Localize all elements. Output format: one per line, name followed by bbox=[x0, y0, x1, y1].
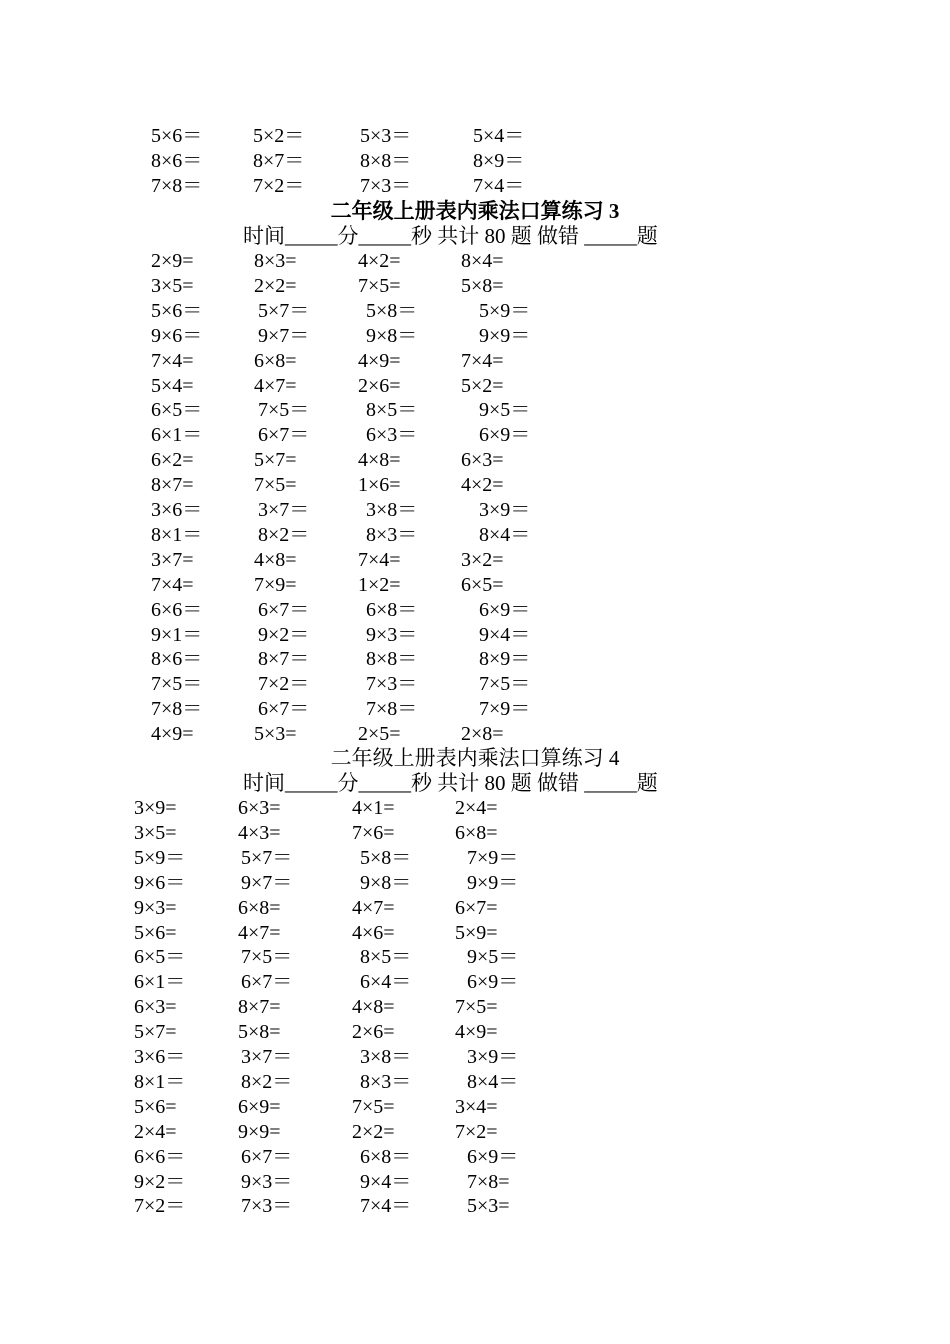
problem-cell: 7×2＝ bbox=[258, 673, 310, 696]
problem-cell: 7×3＝ bbox=[360, 175, 412, 197]
problem-cell: 1×2= bbox=[358, 573, 401, 596]
problem-cell: 7×5= bbox=[455, 996, 498, 1019]
problem-cell: 6×6＝ bbox=[151, 598, 203, 621]
problem-cell: 3×9＝ bbox=[479, 499, 531, 521]
problem-cell: 4×7= bbox=[254, 374, 297, 397]
problem-cell: 9×9= bbox=[238, 1120, 281, 1143]
problem-cell: 3×8＝ bbox=[360, 1046, 412, 1068]
problem-cell: 8×2＝ bbox=[241, 1070, 293, 1093]
problem-row bbox=[0, 945, 950, 970]
problem-cell: 8×9＝ bbox=[473, 150, 525, 172]
problem-cell: 5×6= bbox=[134, 1095, 177, 1118]
problem-cell: 8×7= bbox=[238, 996, 281, 1019]
problem-cell: 6×9＝ bbox=[479, 424, 531, 447]
problem-cell: 5×3= bbox=[254, 723, 297, 746]
problem-row bbox=[0, 448, 950, 473]
problem-cell: 9×8＝ bbox=[360, 871, 412, 894]
problem-cell: 5×7＝ bbox=[258, 299, 310, 322]
problem-cell: 6×8＝ bbox=[366, 598, 418, 621]
problem-cell: 3×7= bbox=[151, 548, 194, 571]
problem-cell: 9×4＝ bbox=[360, 1170, 412, 1193]
problem-cell: 5×2= bbox=[461, 374, 504, 397]
problem-cell: 7×9= bbox=[254, 573, 297, 596]
problem-cell: 8×8＝ bbox=[360, 150, 412, 172]
problem-cell: 6×3= bbox=[134, 996, 177, 1019]
problem-cell: 8×9＝ bbox=[479, 648, 531, 671]
section-4-title: 二年级上册表内乘法口算练习 4 bbox=[330, 746, 620, 770]
problem-cell: 8×3＝ bbox=[366, 523, 418, 546]
problem-cell: 3×9= bbox=[134, 797, 177, 819]
problem-cell: 5×2＝ bbox=[253, 125, 305, 147]
problem-cell: 5×7= bbox=[254, 449, 297, 472]
problem-cell: 6×3= bbox=[238, 797, 281, 819]
problem-row bbox=[0, 374, 950, 399]
problem-cell: 7×4= bbox=[358, 548, 401, 571]
problem-cell: 6×3= bbox=[461, 449, 504, 472]
problem-cell: 4×9= bbox=[358, 349, 401, 372]
problem-row bbox=[0, 423, 950, 448]
problem-cell: 3×7＝ bbox=[258, 499, 310, 521]
problem-row bbox=[0, 1070, 950, 1095]
problem-cell: 5×3= bbox=[467, 1195, 510, 1218]
problem-cell: 7×5= bbox=[358, 274, 401, 297]
problem-row bbox=[0, 1145, 950, 1170]
problem-cell: 8×5＝ bbox=[360, 946, 412, 969]
problem-cell: 7×4= bbox=[151, 349, 194, 372]
problem-cell: 8×3＝ bbox=[360, 1070, 412, 1093]
problem-row bbox=[0, 1095, 950, 1120]
problem-row bbox=[0, 970, 950, 995]
problem-cell: 6×2= bbox=[151, 449, 194, 472]
problem-cell: 6×9＝ bbox=[479, 598, 531, 621]
problem-cell: 2×2= bbox=[254, 274, 297, 297]
problem-cell: 4×3= bbox=[238, 821, 281, 844]
problem-cell: 5×6＝ bbox=[151, 125, 203, 147]
problem-cell: 6×4＝ bbox=[360, 971, 412, 994]
problem-cell: 9×9＝ bbox=[479, 324, 531, 347]
problem-cell: 9×1＝ bbox=[151, 623, 203, 646]
problem-cell: 7×8＝ bbox=[151, 698, 203, 721]
problem-cell: 2×8= bbox=[461, 723, 504, 746]
problem-row bbox=[0, 871, 950, 896]
problem-cell: 9×3＝ bbox=[366, 623, 418, 646]
problem-row bbox=[0, 349, 950, 374]
problem-cell: 5×8＝ bbox=[366, 299, 418, 322]
problem-row bbox=[0, 299, 950, 324]
problem-cell: 8×4＝ bbox=[479, 523, 531, 546]
problem-cell: 7×5＝ bbox=[479, 673, 531, 696]
problem-cell: 7×4= bbox=[151, 573, 194, 596]
problem-cell: 5×9＝ bbox=[134, 846, 186, 869]
problem-cell: 6×8＝ bbox=[360, 1145, 412, 1168]
problem-cell: 3×9＝ bbox=[467, 1046, 519, 1068]
problem-cell: 6×1＝ bbox=[151, 424, 203, 447]
problem-cell: 4×8= bbox=[352, 996, 395, 1019]
problem-cell: 9×5＝ bbox=[479, 399, 531, 422]
problem-cell: 5×7＝ bbox=[241, 846, 293, 869]
problem-row bbox=[0, 1020, 950, 1045]
problem-cell: 2×4= bbox=[455, 797, 498, 819]
problem-cell: 8×3= bbox=[254, 250, 297, 272]
problem-cell: 6×7＝ bbox=[241, 971, 293, 994]
problem-cell: 7×5= bbox=[352, 1095, 395, 1118]
problem-row bbox=[0, 995, 950, 1020]
problem-cell: 6×7＝ bbox=[258, 598, 310, 621]
problem-cell: 5×4＝ bbox=[473, 125, 525, 147]
problem-row bbox=[0, 623, 950, 648]
problem-cell: 7×2＝ bbox=[134, 1195, 186, 1218]
problem-cell: 4×9= bbox=[151, 723, 194, 746]
problem-cell: 3×5= bbox=[151, 274, 194, 297]
problem-cell: 9×3= bbox=[134, 896, 177, 919]
problem-cell: 6×8= bbox=[254, 349, 297, 372]
problem-cell: 5×9= bbox=[455, 921, 498, 944]
problem-cell: 8×1＝ bbox=[151, 523, 203, 546]
problem-cell: 3×6＝ bbox=[151, 499, 203, 521]
problem-cell: 3×2= bbox=[461, 548, 504, 571]
problem-row bbox=[0, 921, 950, 946]
problem-cell: 7×5= bbox=[254, 474, 297, 497]
problem-cell: 7×6= bbox=[352, 821, 395, 844]
problem-cell: 9×4＝ bbox=[479, 623, 531, 646]
problem-row bbox=[0, 796, 950, 821]
problem-cell: 3×7＝ bbox=[241, 1046, 293, 1068]
problem-row bbox=[0, 124, 950, 149]
problem-row bbox=[0, 174, 950, 199]
problem-row bbox=[0, 1120, 950, 1145]
problem-row bbox=[0, 896, 950, 921]
problem-cell: 9×2＝ bbox=[258, 623, 310, 646]
problem-row bbox=[0, 722, 950, 747]
problem-cell: 8×7＝ bbox=[258, 648, 310, 671]
problem-cell: 2×6= bbox=[358, 374, 401, 397]
problem-cell: 8×2＝ bbox=[258, 523, 310, 546]
problem-cell: 8×1＝ bbox=[134, 1070, 186, 1093]
problem-cell: 4×7= bbox=[352, 896, 395, 919]
section-4-info-line: 时间_____分_____秒 共计 80 题 做错 _____题 bbox=[243, 771, 658, 795]
problem-cell: 4×2= bbox=[461, 474, 504, 497]
problem-cell: 9×9＝ bbox=[467, 871, 519, 894]
problem-cell: 8×6＝ bbox=[151, 648, 203, 671]
problem-cell: 7×4＝ bbox=[473, 175, 525, 197]
problem-row bbox=[0, 398, 950, 423]
problem-cell: 9×3＝ bbox=[241, 1170, 293, 1193]
problem-row bbox=[0, 846, 950, 871]
problem-cell: 2×9= bbox=[151, 250, 194, 272]
problem-cell: 9×8＝ bbox=[366, 324, 418, 347]
problem-cell: 9×6＝ bbox=[151, 324, 203, 347]
problem-cell: 4×6= bbox=[352, 921, 395, 944]
problem-cell: 6×9= bbox=[238, 1095, 281, 1118]
problem-cell: 6×6＝ bbox=[134, 1145, 186, 1168]
problem-row bbox=[0, 498, 950, 523]
problem-cell: 7×4= bbox=[461, 349, 504, 372]
problem-row bbox=[0, 573, 950, 598]
problem-cell: 6×3＝ bbox=[366, 424, 418, 447]
problem-cell: 5×3＝ bbox=[360, 125, 412, 147]
problem-cell: 7×3＝ bbox=[366, 673, 418, 696]
problem-cell: 7×2＝ bbox=[253, 175, 305, 197]
problem-row bbox=[0, 548, 950, 573]
problem-row bbox=[0, 523, 950, 548]
problem-row bbox=[0, 647, 950, 672]
problem-cell: 2×4= bbox=[134, 1120, 177, 1143]
problem-cell: 6×7= bbox=[455, 896, 498, 919]
problem-cell: 5×6= bbox=[134, 921, 177, 944]
problem-cell: 9×6＝ bbox=[134, 871, 186, 894]
problem-cell: 6×8= bbox=[455, 821, 498, 844]
problem-cell: 7×5＝ bbox=[151, 673, 203, 696]
problem-row bbox=[0, 821, 950, 846]
problem-cell: 6×5＝ bbox=[134, 946, 186, 969]
problem-cell: 4×7= bbox=[238, 921, 281, 944]
problem-row bbox=[0, 274, 950, 299]
problem-cell: 5×9＝ bbox=[479, 299, 531, 322]
problem-cell: 6×5＝ bbox=[151, 399, 203, 422]
problem-cell: 8×4= bbox=[461, 250, 504, 272]
problem-cell: 4×8= bbox=[254, 548, 297, 571]
problem-cell: 5×6＝ bbox=[151, 299, 203, 322]
problem-row bbox=[0, 473, 950, 498]
problem-row bbox=[0, 324, 950, 349]
problem-cell: 6×1＝ bbox=[134, 971, 186, 994]
problem-cell: 5×8＝ bbox=[360, 846, 412, 869]
problem-cell: 7×4＝ bbox=[360, 1195, 412, 1218]
problem-cell: 6×7＝ bbox=[258, 698, 310, 721]
problem-cell: 8×5＝ bbox=[366, 399, 418, 422]
problem-cell: 3×4= bbox=[455, 1095, 498, 1118]
problem-cell: 6×7＝ bbox=[241, 1145, 293, 1168]
problem-cell: 3×5= bbox=[134, 821, 177, 844]
problem-cell: 5×8= bbox=[238, 1021, 281, 1044]
problem-cell: 7×8＝ bbox=[366, 698, 418, 721]
problem-cell: 7×8＝ bbox=[151, 175, 203, 197]
problem-cell: 6×9＝ bbox=[467, 1145, 519, 1168]
problem-cell: 8×8＝ bbox=[366, 648, 418, 671]
problem-cell: 7×3＝ bbox=[241, 1195, 293, 1218]
problem-cell: 4×9= bbox=[455, 1021, 498, 1044]
problem-cell: 2×2= bbox=[352, 1120, 395, 1143]
problem-cell: 7×5＝ bbox=[241, 946, 293, 969]
problem-row bbox=[0, 149, 950, 174]
problem-cell: 9×7＝ bbox=[241, 871, 293, 894]
problem-cell: 9×2＝ bbox=[134, 1170, 186, 1193]
problem-cell: 5×4= bbox=[151, 374, 194, 397]
problem-cell: 6×9＝ bbox=[467, 971, 519, 994]
problem-cell: 7×5＝ bbox=[258, 399, 310, 422]
problem-cell: 3×8＝ bbox=[366, 499, 418, 521]
problem-cell: 7×9＝ bbox=[467, 846, 519, 869]
section-3-title: 二年级上册表内乘法口算练习 3 bbox=[330, 199, 620, 223]
problem-cell: 6×5= bbox=[461, 573, 504, 596]
problem-row bbox=[0, 697, 950, 722]
problem-row bbox=[0, 1194, 950, 1219]
problem-cell: 2×5= bbox=[358, 723, 401, 746]
problem-cell: 4×8= bbox=[358, 449, 401, 472]
problem-cell: 4×2= bbox=[358, 250, 401, 272]
problem-row bbox=[0, 672, 950, 697]
problem-row bbox=[0, 598, 950, 623]
problem-cell: 4×1= bbox=[352, 797, 395, 819]
problem-cell: 6×8= bbox=[238, 896, 281, 919]
problem-cell: 7×9＝ bbox=[479, 698, 531, 721]
problem-cell: 8×7= bbox=[151, 474, 194, 497]
section-3-info-line: 时间_____分_____秒 共计 80 题 做错 _____题 bbox=[243, 224, 658, 248]
problem-cell: 8×7＝ bbox=[253, 150, 305, 172]
problem-cell: 8×6＝ bbox=[151, 150, 203, 172]
problem-cell: 9×7＝ bbox=[258, 324, 310, 347]
problem-row bbox=[0, 1045, 950, 1070]
problem-row bbox=[0, 1170, 950, 1195]
problem-cell: 5×7= bbox=[134, 1021, 177, 1044]
problem-cell: 1×6= bbox=[358, 474, 401, 497]
problem-row bbox=[0, 249, 950, 274]
problem-cell: 2×6= bbox=[352, 1021, 395, 1044]
problem-cell: 9×5＝ bbox=[467, 946, 519, 969]
problem-cell: 5×8= bbox=[461, 274, 504, 297]
problem-cell: 8×4＝ bbox=[467, 1070, 519, 1093]
problem-cell: 7×2= bbox=[455, 1120, 498, 1143]
problem-cell: 6×7＝ bbox=[258, 424, 310, 447]
problem-cell: 7×8= bbox=[467, 1170, 510, 1193]
problem-cell: 3×6＝ bbox=[134, 1046, 186, 1068]
